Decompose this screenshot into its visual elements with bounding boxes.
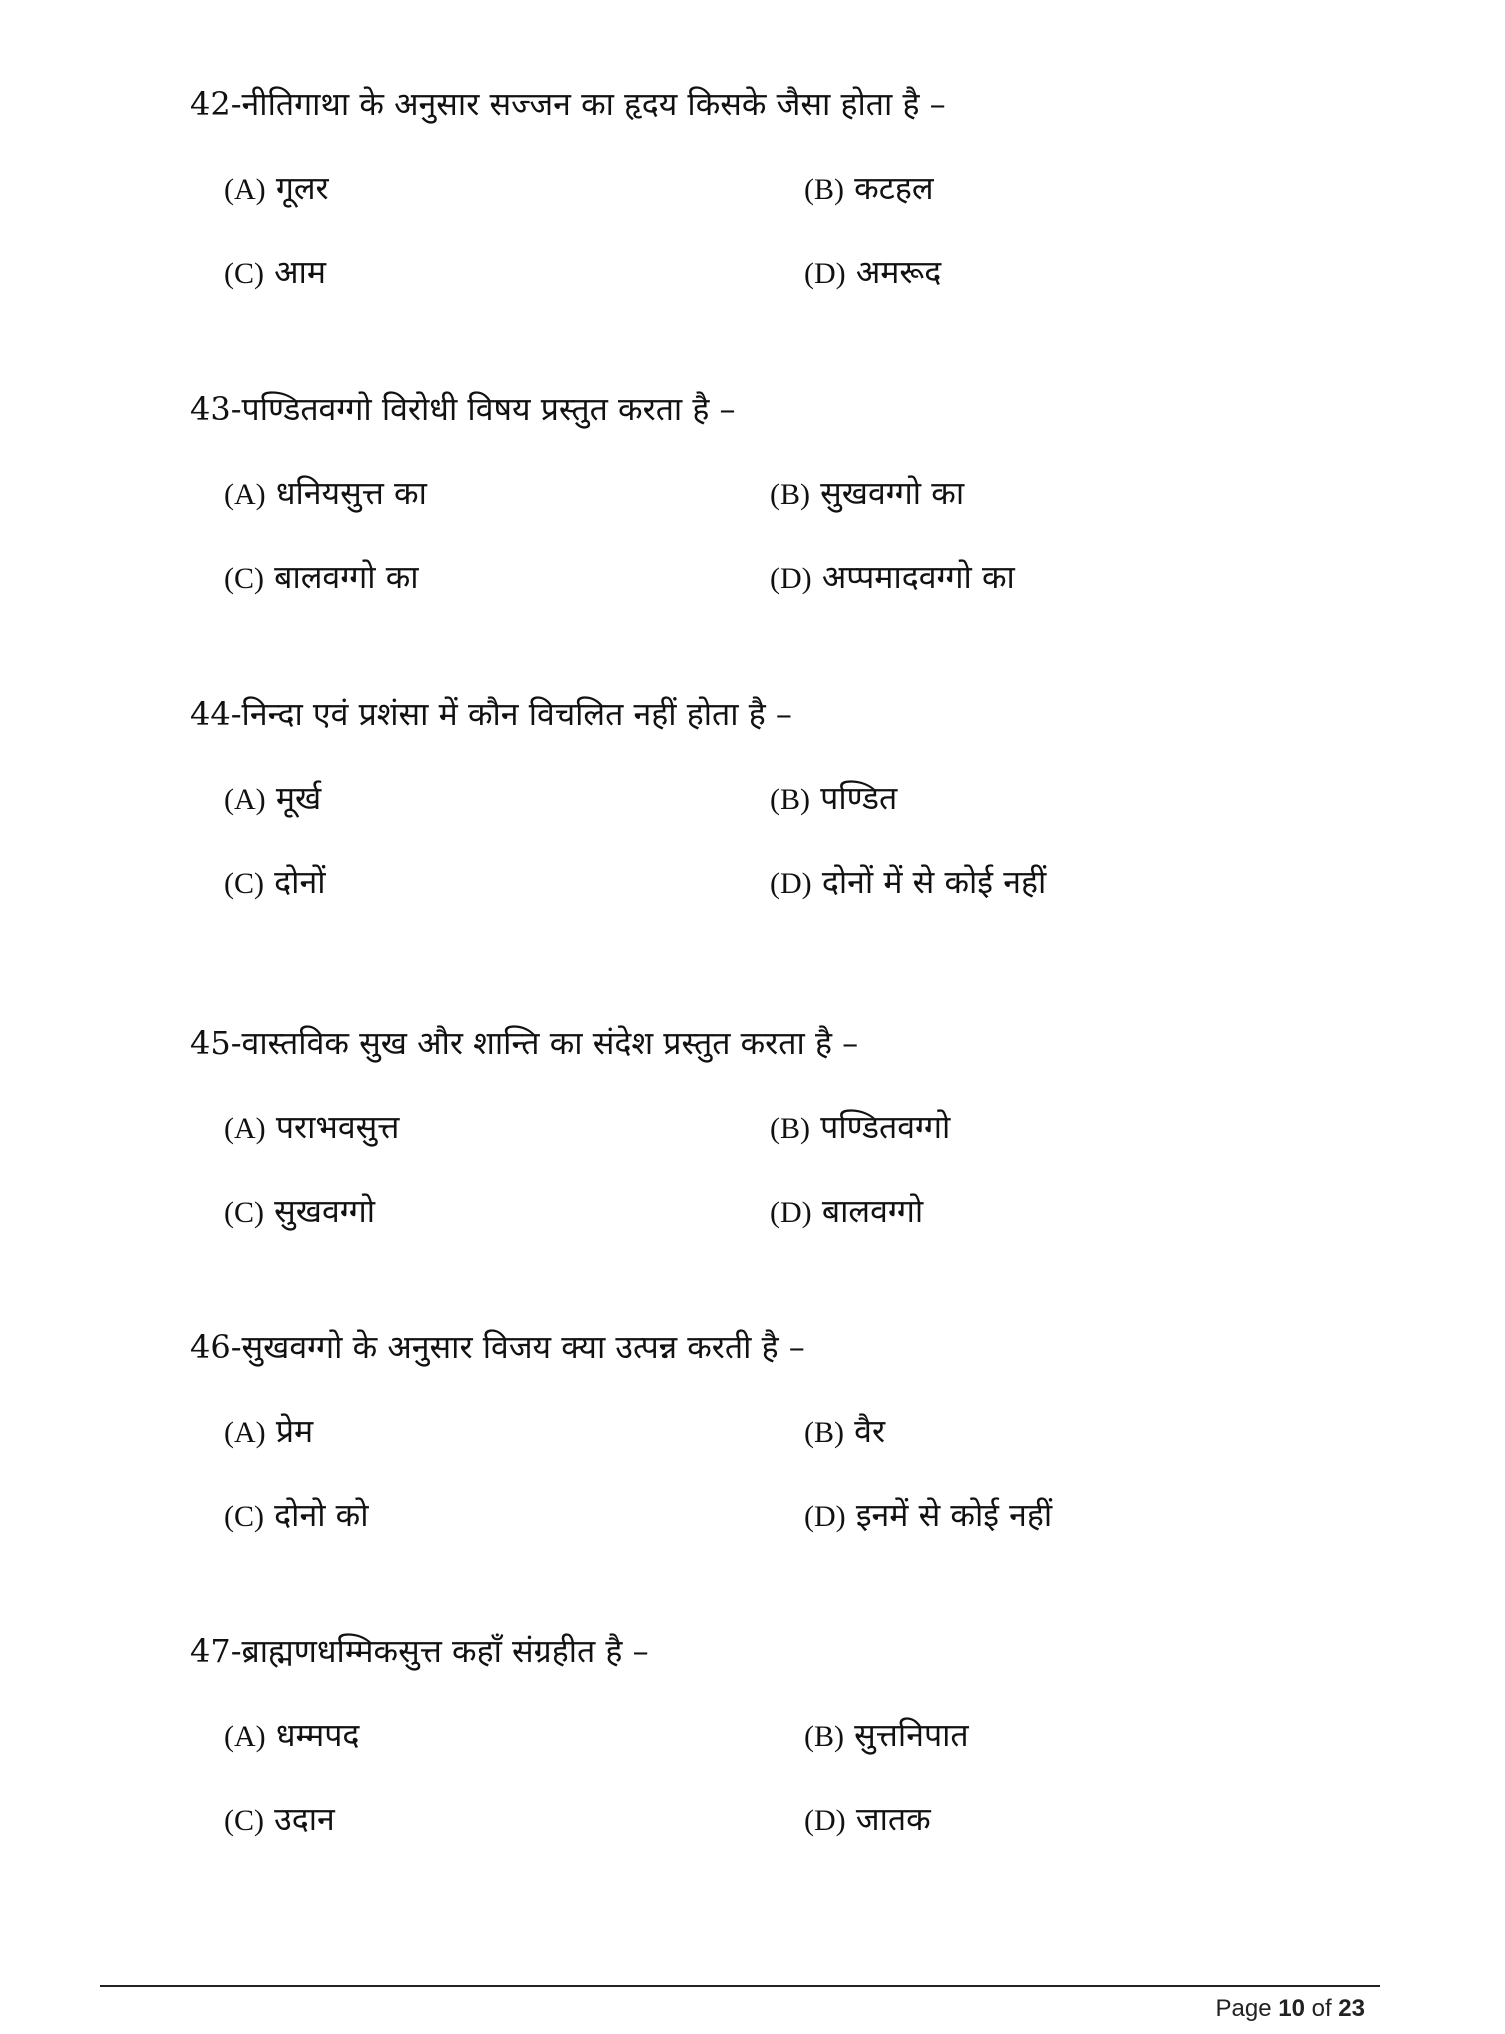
option-a <box>224 776 321 822</box>
option-text: बालवग्गो <box>821 1192 924 1230</box>
question-text <box>190 1021 1390 1065</box>
question-body: ब्राह्मणधम्मिकसुत्त कहाँ संग्रहीत है – <box>241 1632 649 1670</box>
option-c <box>224 250 326 296</box>
footer-divider <box>100 1985 1380 1987</box>
question-number: 42- <box>190 85 242 123</box>
option-a <box>224 471 427 517</box>
option-text: दोनों में से कोई नहीं <box>821 863 1047 901</box>
option-label: (A) <box>224 1112 266 1145</box>
question-number: 46- <box>190 1328 242 1366</box>
option-label: (B) <box>804 173 844 206</box>
option-b <box>804 1713 969 1759</box>
option-d <box>804 1797 931 1843</box>
option-text: बालवग्गो का <box>274 558 419 596</box>
option-c <box>224 555 419 601</box>
option-text: दोनों <box>274 863 326 901</box>
option-label: (C) <box>224 1500 264 1533</box>
option-a <box>224 1409 313 1455</box>
question-46 <box>190 1325 1390 1537</box>
option-label: (A) <box>224 1720 266 1753</box>
option-text: पण्डित <box>820 779 898 817</box>
option-c <box>224 1493 369 1539</box>
option-text: कटहल <box>854 169 934 207</box>
option-d <box>804 1493 1052 1539</box>
option-label: (D) <box>804 1500 846 1533</box>
question-number: 44- <box>190 695 242 733</box>
option-text: वैर <box>854 1412 886 1450</box>
option-text: दोनो को <box>274 1496 369 1534</box>
option-row <box>190 1713 1390 1757</box>
option-a <box>224 1105 399 1151</box>
option-b <box>770 776 897 822</box>
option-c <box>224 1797 335 1843</box>
option-row <box>190 776 1390 820</box>
question-text <box>190 387 1390 431</box>
option-d <box>770 555 1015 601</box>
option-c <box>224 860 326 906</box>
option-text: धम्मपद <box>275 1716 360 1754</box>
option-row <box>190 1797 1390 1841</box>
option-row <box>190 471 1390 515</box>
option-label: (A) <box>224 173 266 206</box>
option-text: पण्डितवग्गो <box>820 1108 951 1146</box>
option-row <box>190 860 1390 904</box>
option-b <box>770 471 964 517</box>
total-pages: 23 <box>1338 1995 1365 2022</box>
option-b <box>804 166 934 212</box>
option-text: धनियसुत्त का <box>275 474 427 512</box>
option-label: (B) <box>770 1112 810 1145</box>
option-label: (A) <box>224 783 266 816</box>
option-label: (D) <box>770 562 812 595</box>
option-text: उदान <box>274 1800 335 1838</box>
option-row <box>190 250 1390 294</box>
option-text: अमरूद <box>855 253 942 291</box>
option-text: आम <box>274 253 327 291</box>
option-a <box>224 1713 359 1759</box>
question-42 <box>190 82 1390 294</box>
question-text <box>190 1325 1390 1369</box>
question-body: नीतिगाथा के अनुसार सज्जन का हृदय किसके जैसा होता है – <box>241 85 946 123</box>
option-label: (D) <box>770 867 812 900</box>
option-row <box>190 1409 1390 1453</box>
question-number: 45- <box>190 1024 242 1062</box>
option-text: सुखवग्गो का <box>820 474 965 512</box>
option-label: (C) <box>224 1196 264 1229</box>
option-a <box>224 166 329 212</box>
option-label: (B) <box>770 783 810 816</box>
option-text: प्रेम <box>275 1412 314 1450</box>
option-label: (B) <box>804 1720 844 1753</box>
page-word: Page <box>1215 1995 1272 2022</box>
question-text <box>190 82 1390 126</box>
option-text: अप्पमादवग्गो का <box>821 558 1015 596</box>
question-body: वास्तविक सुख और शान्ति का संदेश प्रस्तुत करता है – <box>241 1024 859 1062</box>
question-body: निन्दा एवं प्रशंसा में कौन विचलित नहीं होता है – <box>241 695 792 733</box>
option-text: जातक <box>855 1800 931 1838</box>
option-text: सुत्तनिपात <box>854 1716 969 1754</box>
option-label: (C) <box>224 867 264 900</box>
current-page: 10 <box>1278 1995 1305 2022</box>
option-text: इनमें से कोई नहीं <box>855 1496 1053 1534</box>
question-47 <box>190 1629 1390 1841</box>
option-label: (A) <box>224 1416 266 1449</box>
question-45 <box>190 1021 1390 1233</box>
question-43 <box>190 387 1390 599</box>
option-label: (D) <box>770 1196 812 1229</box>
page-number-footer <box>1216 1995 1366 2023</box>
option-d <box>804 250 941 296</box>
option-label: (B) <box>804 1416 844 1449</box>
option-label: (C) <box>224 257 264 290</box>
option-b <box>804 1409 885 1455</box>
question-number: 47- <box>190 1632 242 1670</box>
option-label: (D) <box>804 1804 846 1837</box>
option-row <box>190 1105 1390 1149</box>
option-text: मूर्ख <box>275 779 322 817</box>
option-row <box>190 1189 1390 1233</box>
option-label: (C) <box>224 562 264 595</box>
option-row <box>190 166 1390 210</box>
question-number: 43- <box>190 390 242 428</box>
option-label: (D) <box>804 257 846 290</box>
option-d <box>770 1189 923 1235</box>
question-body: सुखवग्गो के अनुसार विजय क्या उत्पन्न करती है – <box>241 1328 805 1366</box>
option-text: सुखवग्गो <box>274 1192 376 1230</box>
option-row <box>190 1493 1390 1537</box>
option-label: (C) <box>224 1804 264 1837</box>
option-d <box>770 860 1046 906</box>
option-label: (A) <box>224 478 266 511</box>
question-text <box>190 692 1390 736</box>
option-b <box>770 1105 950 1151</box>
question-44 <box>190 692 1390 904</box>
question-body: पण्डितवग्गो विरोधी विषय प्रस्तुत करता है – <box>241 390 736 428</box>
option-c <box>224 1189 375 1235</box>
option-text: पराभवसुत्त <box>275 1108 400 1146</box>
option-row <box>190 555 1390 599</box>
option-text: गूलर <box>275 169 329 207</box>
question-text <box>190 1629 1390 1673</box>
option-label: (B) <box>770 478 810 511</box>
of-word: of <box>1311 1995 1332 2022</box>
